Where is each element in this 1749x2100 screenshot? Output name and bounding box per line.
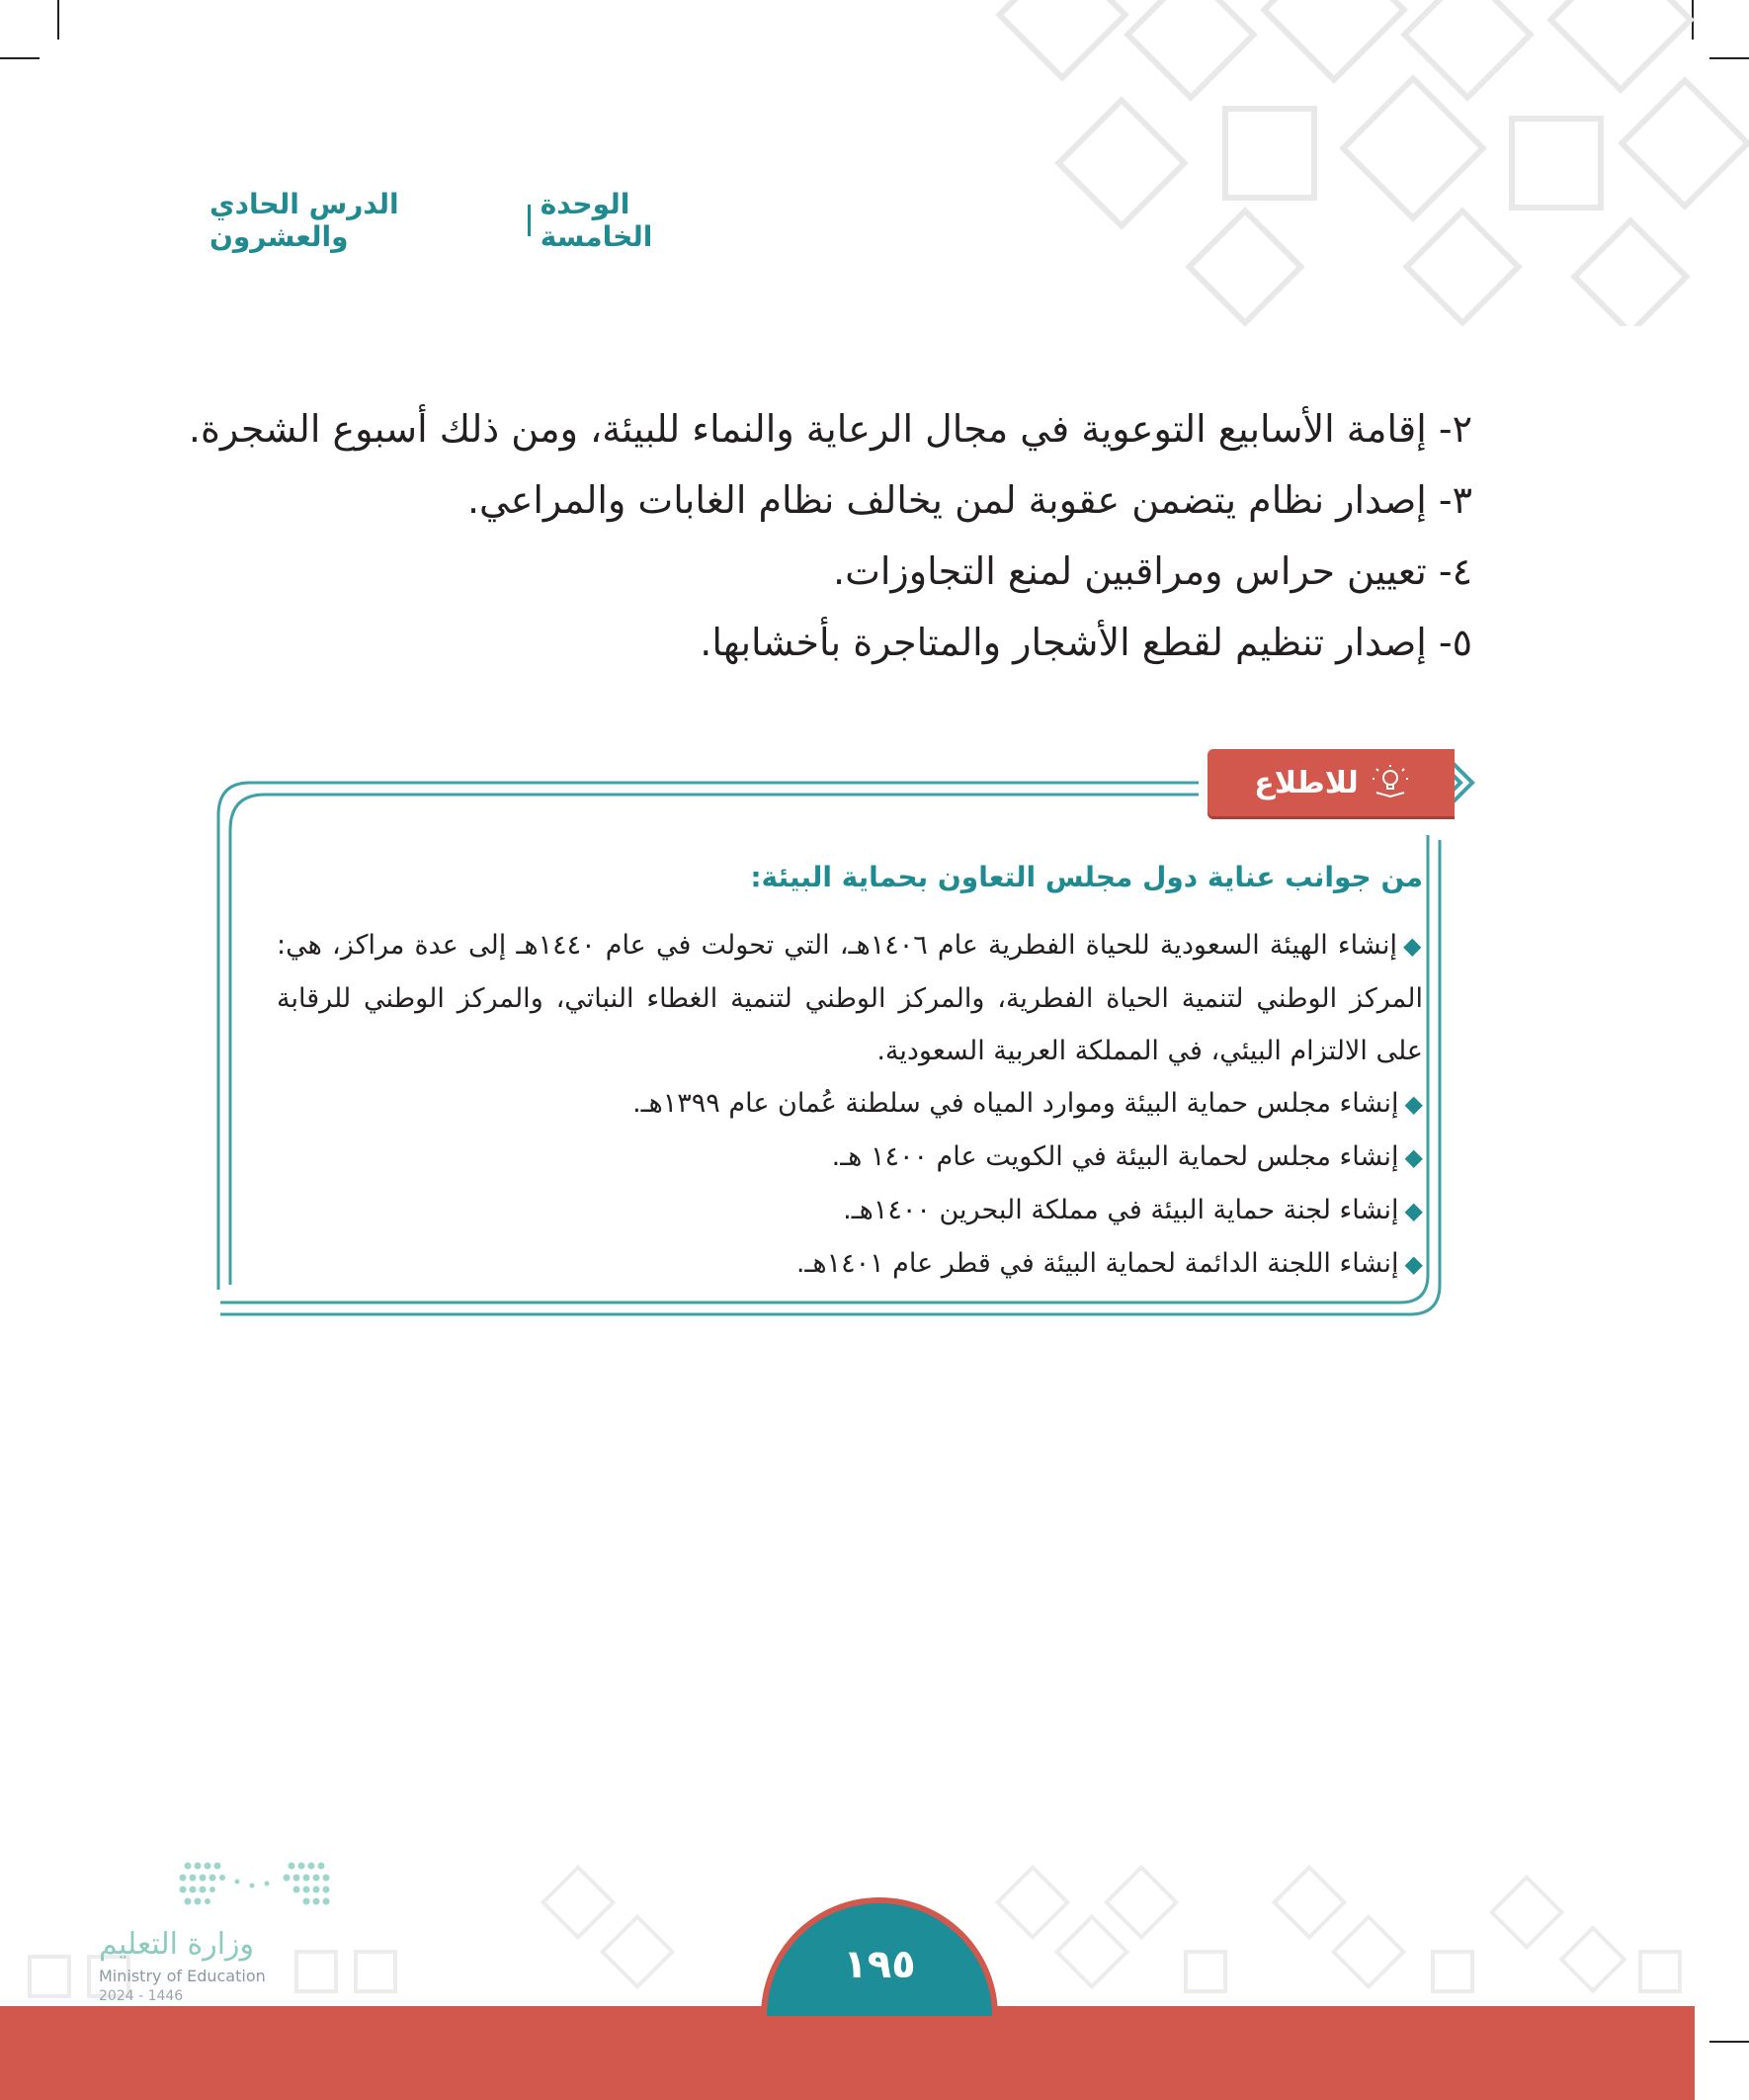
running-header [209, 188, 733, 253]
info-bullet: ◆إنشاء الهيئة السعودية للحياة الفطرية عام ١٤٠٦هـ، التي تحولت في عام ١٤٤٠هـ إلى عدة مراكز، هي: المركز الوطني لتنمية الحياة الفطرية، والمركز الوطني لتنمية الغطاء النباتي، والمركز الوطني للرقابة على الالتزام البيئي، في المملكة العربية السعودية. [277, 930, 1423, 1066]
info-bullet: ◆إنشاء مجلس حماية البيئة وموارد المياه في سلطنة عُمان عام ١٣٩٩هـ. [632, 1088, 1423, 1119]
info-content [277, 858, 1423, 1291]
lightbulb-book-icon [1373, 765, 1408, 800]
list-item: ٢- إقامة الأسابيع التوعوية في مجال الرعاية والنماء للبيئة، ومن ذلك أسبوع الشجرة. [188, 407, 1472, 451]
list-item: ٣- إصدار نظام يتضمن عقوبة لمن يخالف نظام الغابات والمراعي. [466, 478, 1472, 522]
edition-label: 2024 - 1446 [99, 1988, 184, 2004]
page-number: ١٩٥ [843, 1942, 916, 1987]
footer-bar [0, 2006, 1695, 2100]
decorative-pattern [988, 0, 1749, 326]
crop-mark [0, 57, 40, 59]
lesson-title: الدرس الحادي والعشرون [209, 188, 399, 253]
bullet-icon: ◆ [1404, 1197, 1423, 1224]
list-item: ٤- تعيين حراس ومراقبين لمنع التجاوزات. [832, 549, 1472, 593]
crop-mark [57, 0, 59, 40]
info-tag [1208, 749, 1455, 816]
crop-mark [1709, 2041, 1749, 2043]
ministry-name-arabic: وزارة التعليم [99, 1927, 255, 1962]
ministry-name-english: Ministry of Education [99, 1967, 266, 1985]
info-bullet: ◆إنشاء لجنة حماية البيئة في مملكة البحرين ١٤٠٠هـ. [843, 1195, 1423, 1225]
unit-title: الوحدة الخامسة [540, 188, 653, 253]
header-separator [528, 205, 531, 236]
bullet-icon: ◆ [1402, 932, 1423, 960]
info-bullet: ◆إنشاء مجلس لحماية البيئة في الكويت عام ١٤٠٠ هـ. [831, 1141, 1423, 1172]
measures-list [188, 393, 1472, 678]
info-heading: من جوانب عناية دول مجلس التعاون بحماية البيئة: [750, 861, 1423, 893]
list-item: ٥- إصدار تنظيم لقطع الأشجار والمتاجرة بأخشابها. [700, 621, 1472, 664]
bullet-icon: ◆ [1404, 1250, 1423, 1278]
bullet-icon: ◆ [1404, 1143, 1423, 1171]
bullet-icon: ◆ [1404, 1090, 1423, 1118]
info-tag-label: للاطلاع [1254, 765, 1359, 800]
info-bullet: ◆إنشاء اللجنة الدائمة لحماية البيئة في قطر عام ١٤٠١هـ. [795, 1248, 1423, 1279]
